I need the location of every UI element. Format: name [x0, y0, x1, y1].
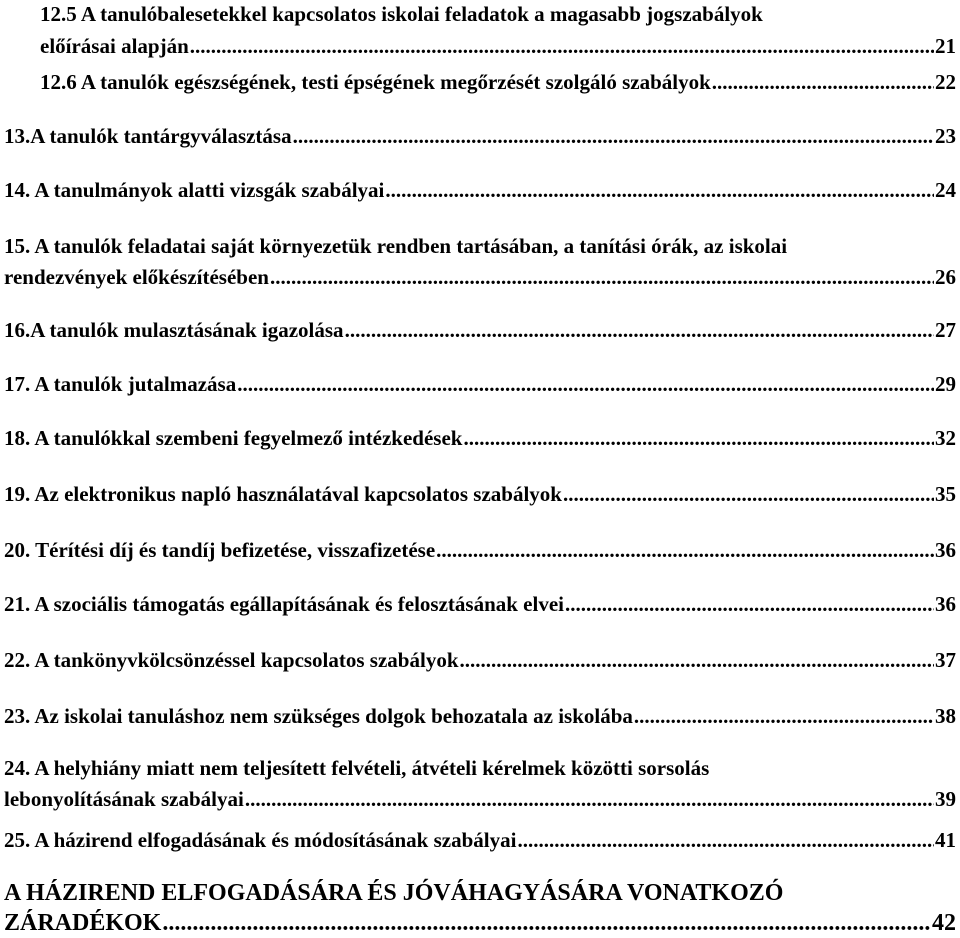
dot-leader	[712, 68, 934, 96]
toc-entry[interactable]	[4, 480, 956, 508]
toc-page-number: 32	[935, 426, 956, 450]
toc-page-number: 35	[935, 482, 956, 506]
toc-page-number: 27	[935, 318, 956, 342]
toc-page-number: 23	[935, 124, 956, 148]
toc-entry[interactable]	[4, 590, 956, 618]
toc-entry-title: 12.6 A tanulók egészségének, testi épségének megőrzését szolgáló szabályok	[40, 70, 711, 94]
toc-page-number: 22	[935, 70, 956, 94]
toc-entry-title: 16.A tanulók mulasztásának igazolása	[4, 318, 344, 342]
dot-leader	[162, 908, 931, 938]
toc-entry[interactable]	[4, 646, 956, 674]
toc-entry[interactable]	[4, 370, 956, 398]
toc-entry[interactable]	[4, 536, 956, 564]
toc-page-number: 37	[935, 648, 956, 672]
toc-entry-title: 20. Térítési díj és tandíj befizetése, visszafizetése	[4, 538, 436, 562]
toc-entry-title: 14. A tanulmányok alatti vizsgák szabályai	[4, 178, 385, 202]
toc-entry-title-line1: 15. A tanulók feladatai saját környezetük rendben tartásában, a tanítási órák, az iskolai	[4, 234, 788, 258]
dot-leader	[463, 424, 934, 452]
toc-page-number: 36	[935, 592, 956, 616]
dot-leader	[245, 785, 934, 813]
toc-entry[interactable]	[4, 826, 956, 854]
toc-entry[interactable]	[4, 176, 956, 204]
toc-entry-title-line1: A HÁZIREND ELFOGADÁSÁRA ÉS JÓVÁHAGYÁSÁRA VONATKOZÓ	[4, 880, 784, 906]
dot-leader	[345, 316, 934, 344]
toc-entry[interactable]	[4, 878, 956, 938]
toc-entry[interactable]	[40, 0, 956, 60]
toc-entry[interactable]	[40, 68, 956, 96]
toc-entry-title: előírásai alapján	[40, 34, 189, 58]
toc-page-number: 38	[935, 704, 956, 728]
dot-leader	[293, 122, 934, 150]
toc-entry-title: rendezvények előkészítésében	[4, 265, 269, 289]
toc-entry-title: 18. A tanulókkal szembeni fegyelmező intézkedések	[4, 426, 463, 450]
toc-page-number: 42	[932, 910, 956, 936]
toc-entry-title: 13.A tanulók tantárgyválasztása	[4, 124, 292, 148]
dot-leader	[460, 646, 935, 674]
toc-entry[interactable]	[4, 232, 956, 291]
toc-entry[interactable]	[4, 316, 956, 344]
dot-leader	[517, 826, 934, 854]
toc-entry-title: 21. A szociális támogatás egállapításának és felosztásának elvei	[4, 592, 564, 616]
toc-page-number: 21	[935, 34, 956, 58]
dot-leader	[237, 370, 934, 398]
toc-entry-title: 19. Az elektronikus napló használatával kapcsolatos szabályok	[4, 482, 562, 506]
dot-leader	[634, 702, 934, 730]
toc-page-number: 24	[935, 178, 956, 202]
dot-leader	[190, 32, 934, 60]
dot-leader	[436, 536, 934, 564]
toc-entry-title-line1: 12.5 A tanulóbalesetekkel kapcsolatos iskolai feladatok a magasabb jogszabályok	[40, 2, 763, 26]
dot-leader	[565, 590, 934, 618]
toc-entry-title-line1: 24. A helyhiány miatt nem teljesített felvételi, átvételi kérelmek közötti sorsolás	[4, 756, 710, 780]
toc-entry-title: 23. Az iskolai tanuláshoz nem szükséges dolgok behozatala az iskolába	[4, 704, 633, 728]
toc-page-number: 26	[935, 265, 956, 289]
dot-leader	[270, 263, 934, 291]
dot-leader	[385, 176, 934, 204]
toc-entry-title: ZÁRADÉKOK	[4, 910, 162, 936]
toc-entry-title: 22. A tankönyvkölcsönzéssel kapcsolatos szabályok	[4, 648, 459, 672]
toc-page-number: 36	[935, 538, 956, 562]
toc-entry[interactable]	[4, 122, 956, 150]
toc-entry[interactable]	[4, 702, 956, 730]
toc-page-number: 41	[935, 828, 956, 852]
toc-entry-title: lebonyolításának szabályai	[4, 787, 244, 811]
toc-entry[interactable]	[4, 754, 956, 813]
toc-entry-title: 25. A házirend elfogadásának és módosításának szabályai	[4, 828, 517, 852]
toc-page-number: 39	[935, 787, 956, 811]
toc-entry[interactable]	[4, 424, 956, 452]
toc-entry-title: 17. A tanulók jutalmazása	[4, 372, 237, 396]
dot-leader	[563, 480, 934, 508]
toc-page-number: 29	[935, 372, 956, 396]
